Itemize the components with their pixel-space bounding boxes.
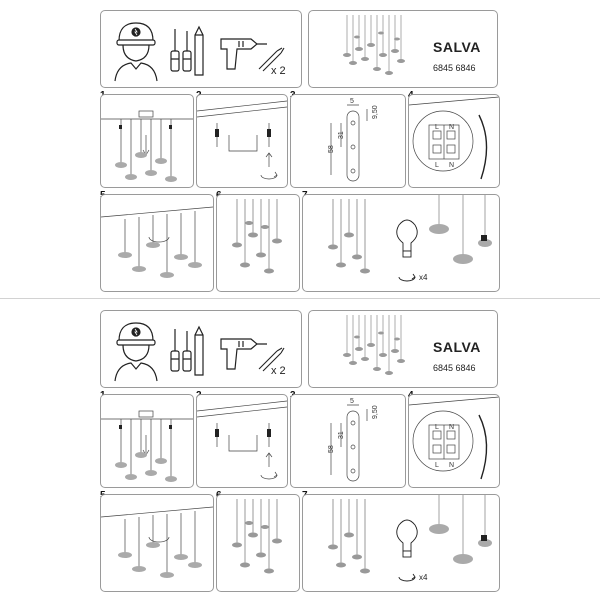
sheet-bottom — [0, 300, 600, 600]
pencil-icon — [195, 27, 203, 75]
worker-with-helmet-icon — [115, 323, 157, 381]
product-panel — [308, 310, 498, 388]
terminal-n-bottom: N — [449, 462, 455, 469]
step-6-panel — [216, 194, 300, 292]
dim-side-c: 58 — [328, 445, 335, 453]
product-name: SALVA — [433, 39, 481, 55]
step-5-panel — [100, 494, 214, 592]
step-3-panel — [290, 94, 406, 188]
screwdriver-icon — [171, 329, 191, 371]
tools-panel — [100, 10, 302, 88]
step-1-panel — [100, 394, 194, 488]
rotate-arrow-icon — [399, 274, 415, 281]
bulb-count-label: x4 — [419, 573, 428, 582]
rotate-arrow-icon — [399, 574, 415, 581]
dim-side-b: 31 — [338, 431, 345, 439]
step-2-panel — [196, 394, 288, 488]
step-4-panel — [408, 394, 500, 488]
terminal-l-bottom: L — [435, 462, 439, 469]
product-name: SALVA — [433, 339, 481, 355]
pencil-icon — [195, 327, 203, 375]
drill-icon — [221, 339, 267, 369]
dim-side-c: 58 — [328, 145, 335, 153]
dim-side-b: 31 — [338, 131, 345, 139]
product-codes: 6845 6846 — [433, 63, 476, 73]
terminal-l: L — [435, 424, 439, 431]
terminal-l-bottom: L — [435, 162, 439, 169]
product-panel — [308, 10, 498, 88]
dim-top: 5 — [350, 398, 354, 405]
step-1-panel — [100, 94, 194, 188]
product-codes: 6845 6846 — [433, 363, 476, 373]
step-6-panel — [216, 494, 300, 592]
step-3-panel — [290, 394, 406, 488]
terminal-n: N — [449, 424, 455, 431]
screw-count-label: x 2 — [271, 365, 286, 377]
step-4-panel — [408, 94, 500, 188]
worker-with-helmet-icon — [115, 23, 157, 81]
terminal-l: L — [435, 124, 439, 131]
dim-side-a: 9,50 — [372, 405, 379, 419]
bulb-count-label: x4 — [419, 273, 428, 282]
step-2-panel — [196, 94, 288, 188]
terminal-n-bottom: N — [449, 162, 455, 169]
light-bulb-icon — [397, 520, 418, 557]
page-divider — [0, 298, 600, 299]
dim-top: 5 — [350, 98, 354, 105]
step-7-panel — [302, 494, 500, 592]
screw-count-label: x 2 — [271, 65, 286, 77]
step-7-panel — [302, 194, 500, 292]
terminal-n: N — [449, 124, 455, 131]
tools-panel — [100, 310, 302, 388]
step-5-panel — [100, 194, 214, 292]
drill-icon — [221, 39, 267, 69]
light-bulb-icon — [397, 220, 418, 257]
dim-side-a: 9,50 — [372, 105, 379, 119]
screwdriver-icon — [171, 29, 191, 71]
